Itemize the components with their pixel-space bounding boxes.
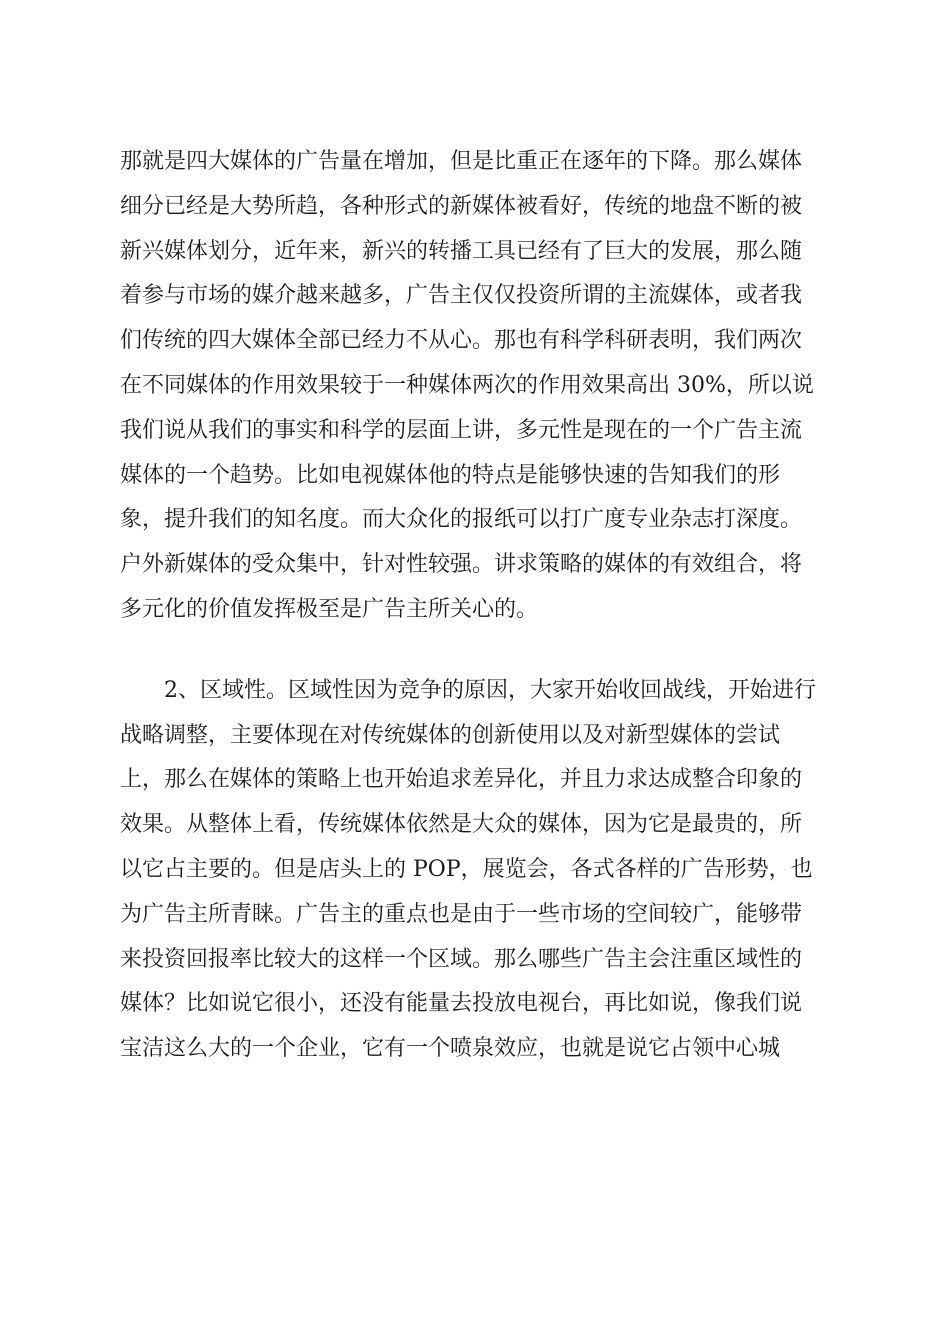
- document-body: [120, 140, 840, 1072]
- text-line: 新兴媒体划分，近年来，新兴的转播工具已经有了巨大的发展，那么随: [120, 238, 803, 264]
- text-line: 多元化的价值发挥极至是广告主所关心的。: [120, 596, 539, 622]
- text-line: 们传统的四大媒体全部已经力不从心。那也有科学科研表明，我们两次: [120, 328, 803, 354]
- text-line: 在不同媒体的作用效果较于一种媒体两次的作用效果高出 30%，所以说: [120, 372, 814, 398]
- text-line: 2、区域性。区域性因为竞争的原因，大家开始收回战线，开始进行: [120, 677, 816, 703]
- paragraph-spacer: [120, 633, 840, 669]
- text-line: 为广告主所青睐。广告主的重点也是由于一些市场的空间较广，能够带: [120, 901, 803, 927]
- text-line: 那就是四大媒体的广告量在增加，但是比重正在逐年的下降。那么媒体: [120, 149, 803, 174]
- text-line: 来投资回报率比较大的这样一个区域。那么哪些广告主会注重区域性的: [120, 946, 803, 972]
- text-line: 效果。从整体上看，传统媒体依然是大众的媒体，因为它是最贵的，所: [120, 812, 803, 838]
- text-line: 战略调整，主要体现在对传统媒体的创新使用以及对新型媒体的尝试: [120, 722, 781, 748]
- text-line: 我们说从我们的事实和科学的层面上讲，多元性是现在的一个广告主流: [120, 417, 803, 443]
- text-line: 媒体的一个趋势。比如电视媒体他的特点是能够快速的告知我们的形: [120, 462, 781, 488]
- text-line: 象，提升我们的知名度。而大众化的报纸可以打广度专业杂志打深度。: [120, 507, 803, 533]
- paragraph-2: [120, 669, 840, 1072]
- text-line: 以它占主要的。但是店头上的 POP，展览会，各式各样的广告形势，也: [120, 856, 813, 882]
- text-line: 户外新媒体的受众集中，针对性较强。讲求策略的媒体的有效组合，将: [120, 552, 803, 578]
- paragraph-1: [120, 140, 840, 633]
- text-line: 细分已经是大势所趋，各种形式的新媒体被看好，传统的地盘不断的被: [120, 193, 803, 219]
- text-line: 媒体？比如说它很小，还没有能量去投放电视台，再比如说，像我们说: [120, 991, 803, 1017]
- text-line: 着参与市场的媒介越来越多，广告主仅仅投资所谓的主流媒体，或者我: [120, 283, 803, 309]
- text-line: 宝洁这么大的一个企业，它有一个喷泉效应，也就是说它占领中心城: [120, 1036, 781, 1062]
- text-line: 上，那么在媒体的策略上也开始追求差异化，并且力求达成整合印象的: [120, 767, 803, 793]
